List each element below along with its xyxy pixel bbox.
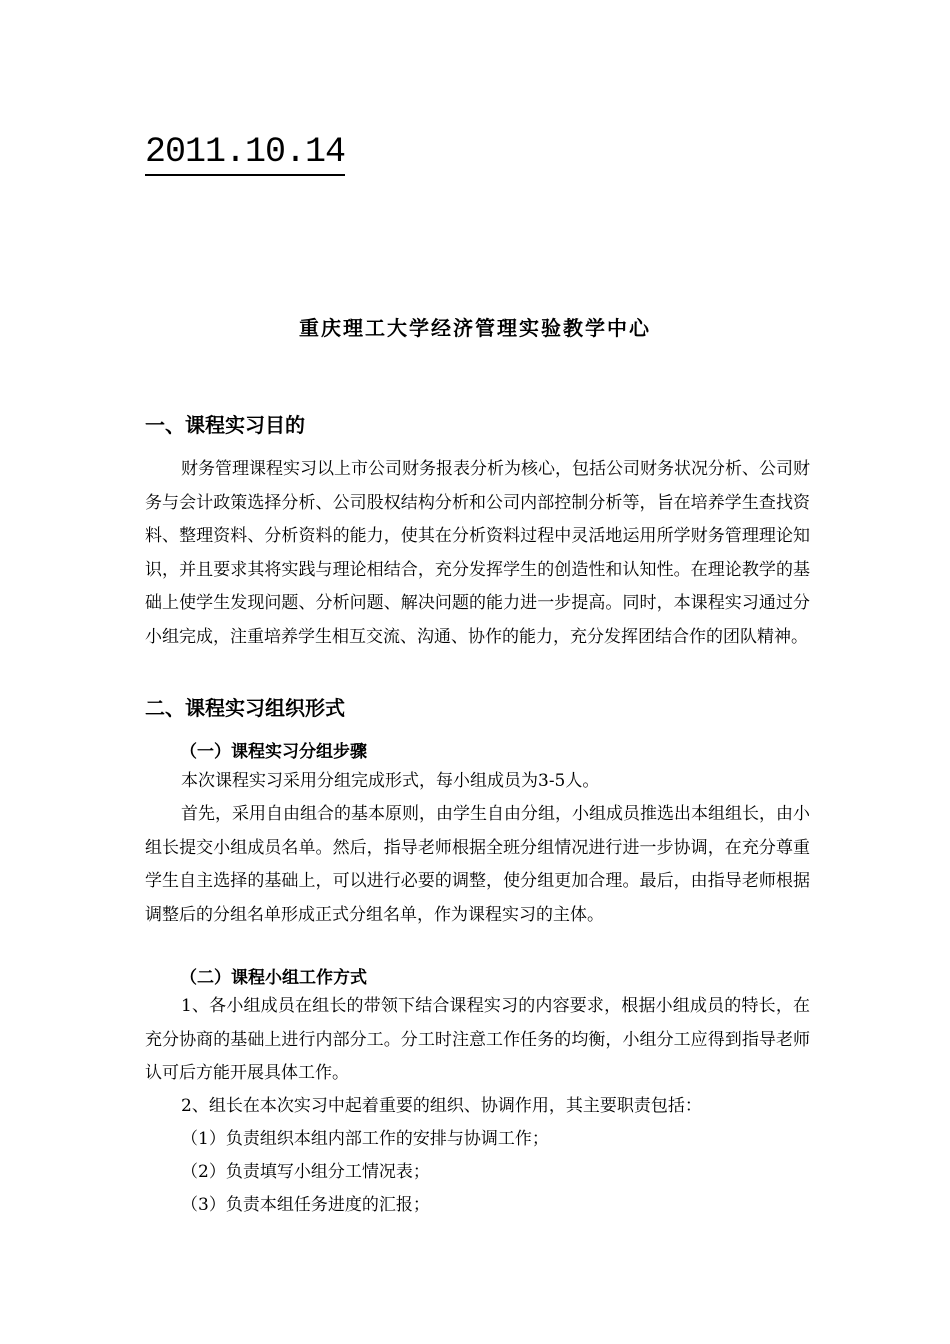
organization-title: 重庆理工大学经济管理实验教学中心 xyxy=(299,316,651,340)
subsection-2-paragraph-2: 2、组长在本次实习中起着重要的组织、协调作用，其主要职责包括： xyxy=(181,1096,702,1116)
document-date: 2011.10.14 xyxy=(145,130,345,176)
subsection-1-paragraph-1: 本次课程实习采用分组完成形式，每小组成员为3-5人。 xyxy=(181,771,600,791)
subsection-1-heading: （一）课程实习分组步骤 xyxy=(180,742,367,762)
list-item: （1）负责组织本组内部工作的安排与协调工作； xyxy=(181,1129,549,1149)
list-item: （2）负责填写小组分工情况表； xyxy=(181,1162,430,1182)
section-2-heading: 二、课程实习组织形式 xyxy=(145,696,345,720)
section-1-heading: 一、课程实习目的 xyxy=(145,413,305,437)
list-item: （3）负责本组任务进度的汇报； xyxy=(181,1195,430,1215)
section-1-paragraph: 财务管理课程实习以上市公司财务报表分析为核心，包括公司财务状况分析、公司财务与会计政策选择分析、公司股权结构分析和公司内部控制分析等，旨在培养学生查找资料、整理资料、分析资料的能力，使其在分析资料过程中灵活地运用所学财务管理理论知识，并且要求其将实践与理论相结合，充分发挥学生的创造性和认知性。在理论教学的基础上使学生发现问题、分析问题、解决问题的能力进一步提高。同时，本课程实习通过分小组完成，注重培养学生相互交流、沟通、协作的能力，充分发挥团结合作的团队精神。 xyxy=(145,459,810,647)
subsection-2-heading: （二）课程小组工作方式 xyxy=(180,968,367,988)
subsection-2-paragraph-1: 1、各小组成员在组长的带领下结合课程实习的内容要求，根据小组成员的特长，在充分协商的基础上进行内部分工。分工时注意工作任务的均衡，小组分工应得到指导老师认可后方能开展具体工作。 xyxy=(145,996,810,1083)
subsection-1-paragraph-2: 首先，采用自由组合的基本原则，由学生自由分组，小组成员推选出本组组长，由小组长提交小组成员名单。然后，指导老师根据全班分组情况进行进一步协调，在充分尊重学生自主选择的基础上，可以进行必要的调整，使分组更加合理。最后，由指导老师根据调整后的分组名单形成正式分组名单，作为课程实习的主体。 xyxy=(145,804,810,925)
